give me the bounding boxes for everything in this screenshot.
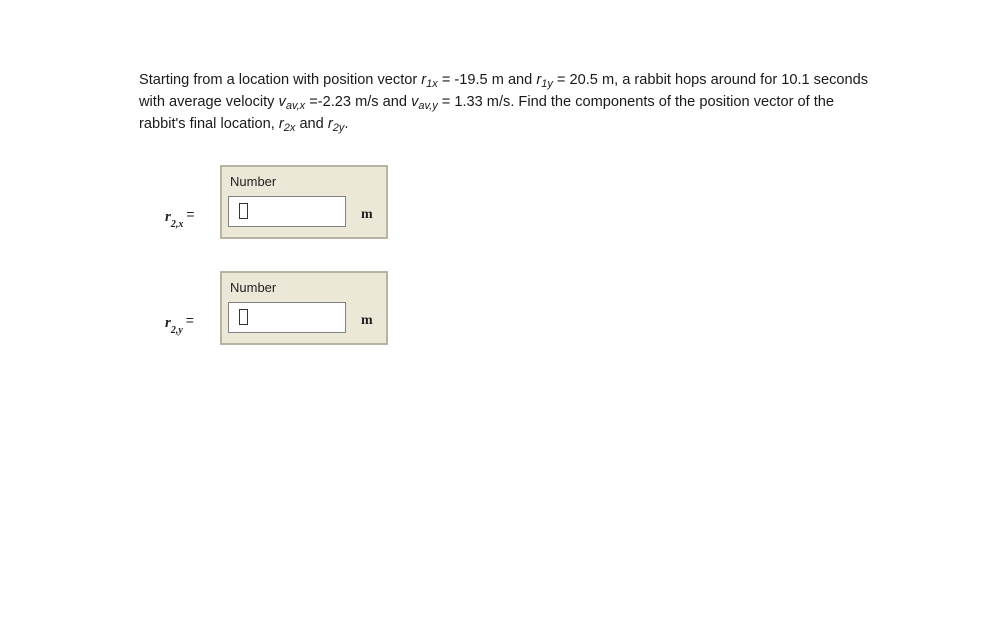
var-subscript: 2x — [283, 122, 296, 134]
answer-box-r2x — [220, 165, 388, 239]
question-text — [139, 69, 884, 135]
answer-box-r2y — [220, 271, 388, 345]
text-cursor-icon — [239, 309, 248, 325]
unit-label: m — [361, 313, 373, 328]
unit-label: m — [361, 207, 373, 222]
equals-sign: = — [186, 206, 195, 222]
var-subscript: 1y — [541, 78, 553, 90]
var-symbol: v — [411, 94, 419, 110]
r2y-number-input[interactable] — [228, 302, 346, 333]
var-symbol: r — [536, 72, 542, 88]
var-subscript: 2,x — [170, 219, 184, 230]
question-segment: = 20.5 m, a rabbit hops around for 10.1 seconds with average velocity — [139, 72, 869, 110]
variable-label-r2x — [165, 206, 195, 230]
var-subscript: 1x — [426, 78, 438, 90]
question-segment: = 1.33 m/s. Find the components of the position vector of the rabbit's final location, — [139, 94, 835, 132]
var-subscript: 2y — [332, 122, 345, 134]
question-segment: and — [295, 116, 328, 132]
answer-row-r2x — [0, 165, 400, 241]
text-cursor-icon — [239, 203, 248, 219]
var-symbol: v — [278, 94, 286, 110]
var-subscript: av,x — [285, 100, 306, 112]
var-symbol: r — [165, 315, 171, 331]
r2x-number-input[interactable] — [228, 196, 346, 227]
var-symbol: r — [421, 72, 427, 88]
number-label: Number — [230, 174, 277, 189]
number-label: Number — [230, 280, 277, 295]
question-segment: =-2.23 m/s and — [305, 94, 412, 110]
variable-label-r2y — [165, 312, 194, 336]
var-symbol: r — [278, 116, 284, 132]
var-subscript: av,y — [418, 100, 438, 112]
answer-row-r2y — [0, 271, 400, 347]
var-subscript: 2,y — [170, 325, 183, 336]
var-symbol: r — [327, 116, 333, 132]
question-segment: Starting from a location with position vector — [139, 72, 422, 88]
var-symbol: r — [165, 209, 171, 225]
equals-sign: = — [185, 312, 194, 328]
question-segment: = -19.5 m and — [437, 72, 537, 88]
question-segment: . — [344, 116, 349, 132]
